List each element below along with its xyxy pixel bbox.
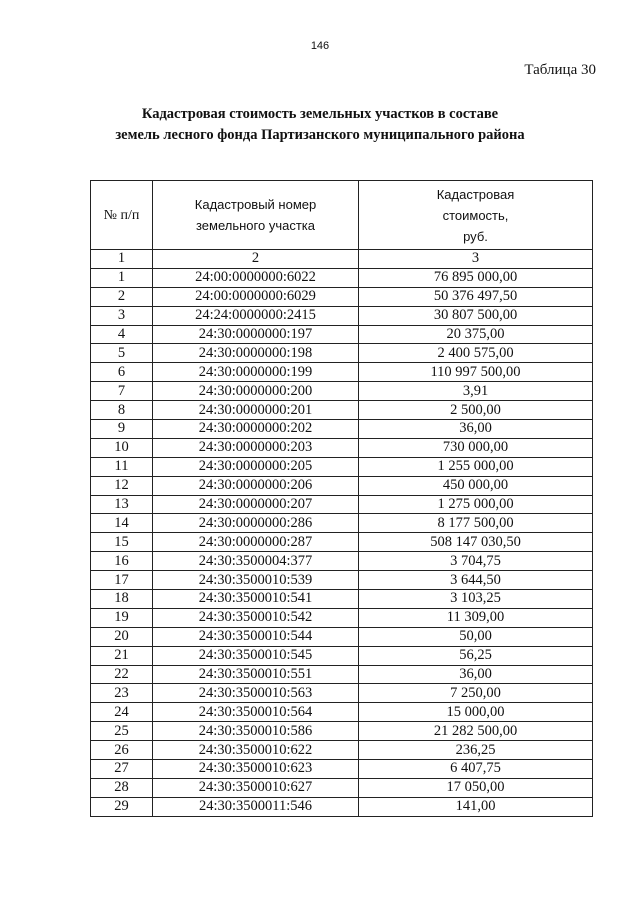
row-number-cell: 1: [91, 268, 153, 287]
row-number-cell: 12: [91, 476, 153, 495]
table-row: [91, 778, 593, 797]
cadastral-value-cell: 76 895 000,00: [359, 268, 593, 287]
cadastral-value-cell: 17 050,00: [359, 778, 593, 797]
cadastral-value-cell: 56,25: [359, 646, 593, 665]
cadastral-value-cell: 50,00: [359, 627, 593, 646]
table-row: [91, 627, 593, 646]
cadastral-number-cell: 24:30:3500010:542: [153, 608, 359, 627]
cadastral-number-cell: 24:30:0000000:286: [153, 514, 359, 533]
table-row: [91, 608, 593, 627]
cadastral-value-cell: 7 250,00: [359, 684, 593, 703]
cadastral-value-cell: 8 177 500,00: [359, 514, 593, 533]
cadastral-number-cell: 24:30:0000000:203: [153, 438, 359, 457]
cadastral-value-cell: 36,00: [359, 665, 593, 684]
cadastral-number-cell: 24:30:0000000:199: [153, 363, 359, 382]
cadastral-value-cell: 3 644,50: [359, 571, 593, 590]
table-row: [91, 703, 593, 722]
table-row: [91, 571, 593, 590]
cadastral-value-table: [90, 180, 593, 817]
row-number-cell: 21: [91, 646, 153, 665]
cadastral-number-cell: 24:30:0000000:287: [153, 533, 359, 552]
row-number-cell: 18: [91, 590, 153, 609]
header-value-line-1: Кадастровая: [436, 186, 515, 202]
cadastral-value-cell: 11 309,00: [359, 608, 593, 627]
header-cadastral-line-2: земельного участка: [195, 218, 315, 233]
cadastral-number-cell: 24:30:3500010:545: [153, 646, 359, 665]
page-number: 146: [310, 40, 330, 52]
column-number-cell: 2: [153, 250, 359, 269]
cadastral-value-cell: 508 147 030,50: [359, 533, 593, 552]
cadastral-value-cell: 3 103,25: [359, 590, 593, 609]
table-row: [91, 420, 593, 439]
table-row: [91, 760, 593, 779]
header-value-line-3: руб.: [463, 228, 488, 244]
cadastral-value-cell: 110 997 500,00: [359, 363, 593, 382]
row-number-cell: 5: [91, 344, 153, 363]
row-number-cell: 26: [91, 741, 153, 760]
header-cadastral-value: [359, 181, 593, 250]
cadastral-number-cell: 24:00:0000000:6022: [153, 268, 359, 287]
table-row: [91, 646, 593, 665]
cadastral-number-cell: 24:30:3500010:622: [153, 741, 359, 760]
row-number-cell: 16: [91, 552, 153, 571]
row-number-cell: 28: [91, 778, 153, 797]
cadastral-number-cell: 24:30:3500010:623: [153, 760, 359, 779]
column-numbering-row: [91, 250, 593, 269]
row-number-cell: 25: [91, 722, 153, 741]
table-row: [91, 401, 593, 420]
cadastral-number-cell: 24:30:3500011:546: [153, 797, 359, 816]
row-number-cell: 10: [91, 438, 153, 457]
row-number-cell: 7: [91, 382, 153, 401]
table-header-row: [91, 181, 593, 250]
table-row: [91, 665, 593, 684]
cadastral-number-cell: 24:30:0000000:200: [153, 382, 359, 401]
table-row: [91, 552, 593, 571]
cadastral-value-cell: 3,91: [359, 382, 593, 401]
table-row: [91, 363, 593, 382]
table-row: [91, 476, 593, 495]
header-value-line-2: стоимость,: [442, 207, 509, 223]
row-number-cell: 15: [91, 533, 153, 552]
table-row: [91, 495, 593, 514]
column-number-cell: 3: [359, 250, 593, 269]
table-row: [91, 590, 593, 609]
header-row-number: № п/п: [91, 181, 153, 250]
cadastral-number-cell: 24:30:0000000:205: [153, 457, 359, 476]
cadastral-value-cell: 236,25: [359, 741, 593, 760]
cadastral-value-cell: 20 375,00: [359, 325, 593, 344]
cadastral-value-cell: 30 807 500,00: [359, 306, 593, 325]
row-number-cell: 2: [91, 287, 153, 306]
cadastral-value-cell: 6 407,75: [359, 760, 593, 779]
cadastral-number-cell: 24:30:3500010:544: [153, 627, 359, 646]
cadastral-number-cell: 24:30:0000000:198: [153, 344, 359, 363]
cadastral-number-cell: 24:30:0000000:202: [153, 420, 359, 439]
cadastral-number-cell: 24:30:3500010:586: [153, 722, 359, 741]
title-line-2: земель лесного фонда Партизанского муниципального района: [115, 127, 525, 143]
cadastral-value-cell: 141,00: [359, 797, 593, 816]
table-row: [91, 325, 593, 344]
header-cadastral-line-1: Кадастровый номер: [194, 197, 317, 212]
table-row: [91, 514, 593, 533]
cadastral-value-cell: 15 000,00: [359, 703, 593, 722]
cadastral-number-cell: 24:30:3500010:627: [153, 778, 359, 797]
row-number-cell: 11: [91, 457, 153, 476]
cadastral-value-cell: 1 255 000,00: [359, 457, 593, 476]
table-row: [91, 382, 593, 401]
cadastral-number-cell: 24:30:0000000:206: [153, 476, 359, 495]
row-number-cell: 23: [91, 684, 153, 703]
cadastral-value-cell: 3 704,75: [359, 552, 593, 571]
table-row: [91, 287, 593, 306]
cadastral-value-cell: 2 500,00: [359, 401, 593, 420]
row-number-cell: 22: [91, 665, 153, 684]
cadastral-number-cell: 24:30:3500010:539: [153, 571, 359, 590]
row-number-cell: 4: [91, 325, 153, 344]
table-row: [91, 684, 593, 703]
row-number-cell: 24: [91, 703, 153, 722]
row-number-cell: 8: [91, 401, 153, 420]
cadastral-value-cell: 450 000,00: [359, 476, 593, 495]
cadastral-number-cell: 24:30:3500010:564: [153, 703, 359, 722]
table-row: [91, 722, 593, 741]
row-number-cell: 19: [91, 608, 153, 627]
table-row: [91, 797, 593, 816]
row-number-cell: 20: [91, 627, 153, 646]
document-title: [0, 104, 640, 146]
cadastral-value-cell: 2 400 575,00: [359, 344, 593, 363]
row-number-cell: 13: [91, 495, 153, 514]
header-cadastral-number: [153, 181, 359, 250]
row-number-cell: 3: [91, 306, 153, 325]
row-number-cell: 29: [91, 797, 153, 816]
cadastral-number-cell: 24:30:3500010:551: [153, 665, 359, 684]
table-row: [91, 306, 593, 325]
cadastral-number-cell: 24:30:0000000:207: [153, 495, 359, 514]
cadastral-number-cell: 24:30:0000000:197: [153, 325, 359, 344]
table-label: Таблица 30: [524, 62, 596, 78]
cadastral-value-cell: 1 275 000,00: [359, 495, 593, 514]
cadastral-value-cell: 21 282 500,00: [359, 722, 593, 741]
row-number-cell: 17: [91, 571, 153, 590]
cadastral-value-cell: 730 000,00: [359, 438, 593, 457]
table-row: [91, 438, 593, 457]
column-number-cell: 1: [91, 250, 153, 269]
cadastral-number-cell: 24:30:3500010:563: [153, 684, 359, 703]
table-row: [91, 457, 593, 476]
row-number-cell: 27: [91, 760, 153, 779]
cadastral-number-cell: 24:30:3500004:377: [153, 552, 359, 571]
cadastral-value-cell: 50 376 497,50: [359, 287, 593, 306]
table-row: [91, 344, 593, 363]
cadastral-number-cell: 24:30:0000000:201: [153, 401, 359, 420]
table-row: [91, 268, 593, 287]
table-row: [91, 533, 593, 552]
title-line-1: Кадастровая стоимость земельных участков в составе: [141, 106, 499, 122]
cadastral-value-cell: 36,00: [359, 420, 593, 439]
cadastral-number-cell: 24:00:0000000:6029: [153, 287, 359, 306]
cadastral-number-cell: 24:24:0000000:2415: [153, 306, 359, 325]
row-number-cell: 9: [91, 420, 153, 439]
row-number-cell: 14: [91, 514, 153, 533]
row-number-cell: 6: [91, 363, 153, 382]
table-row: [91, 741, 593, 760]
cadastral-number-cell: 24:30:3500010:541: [153, 590, 359, 609]
